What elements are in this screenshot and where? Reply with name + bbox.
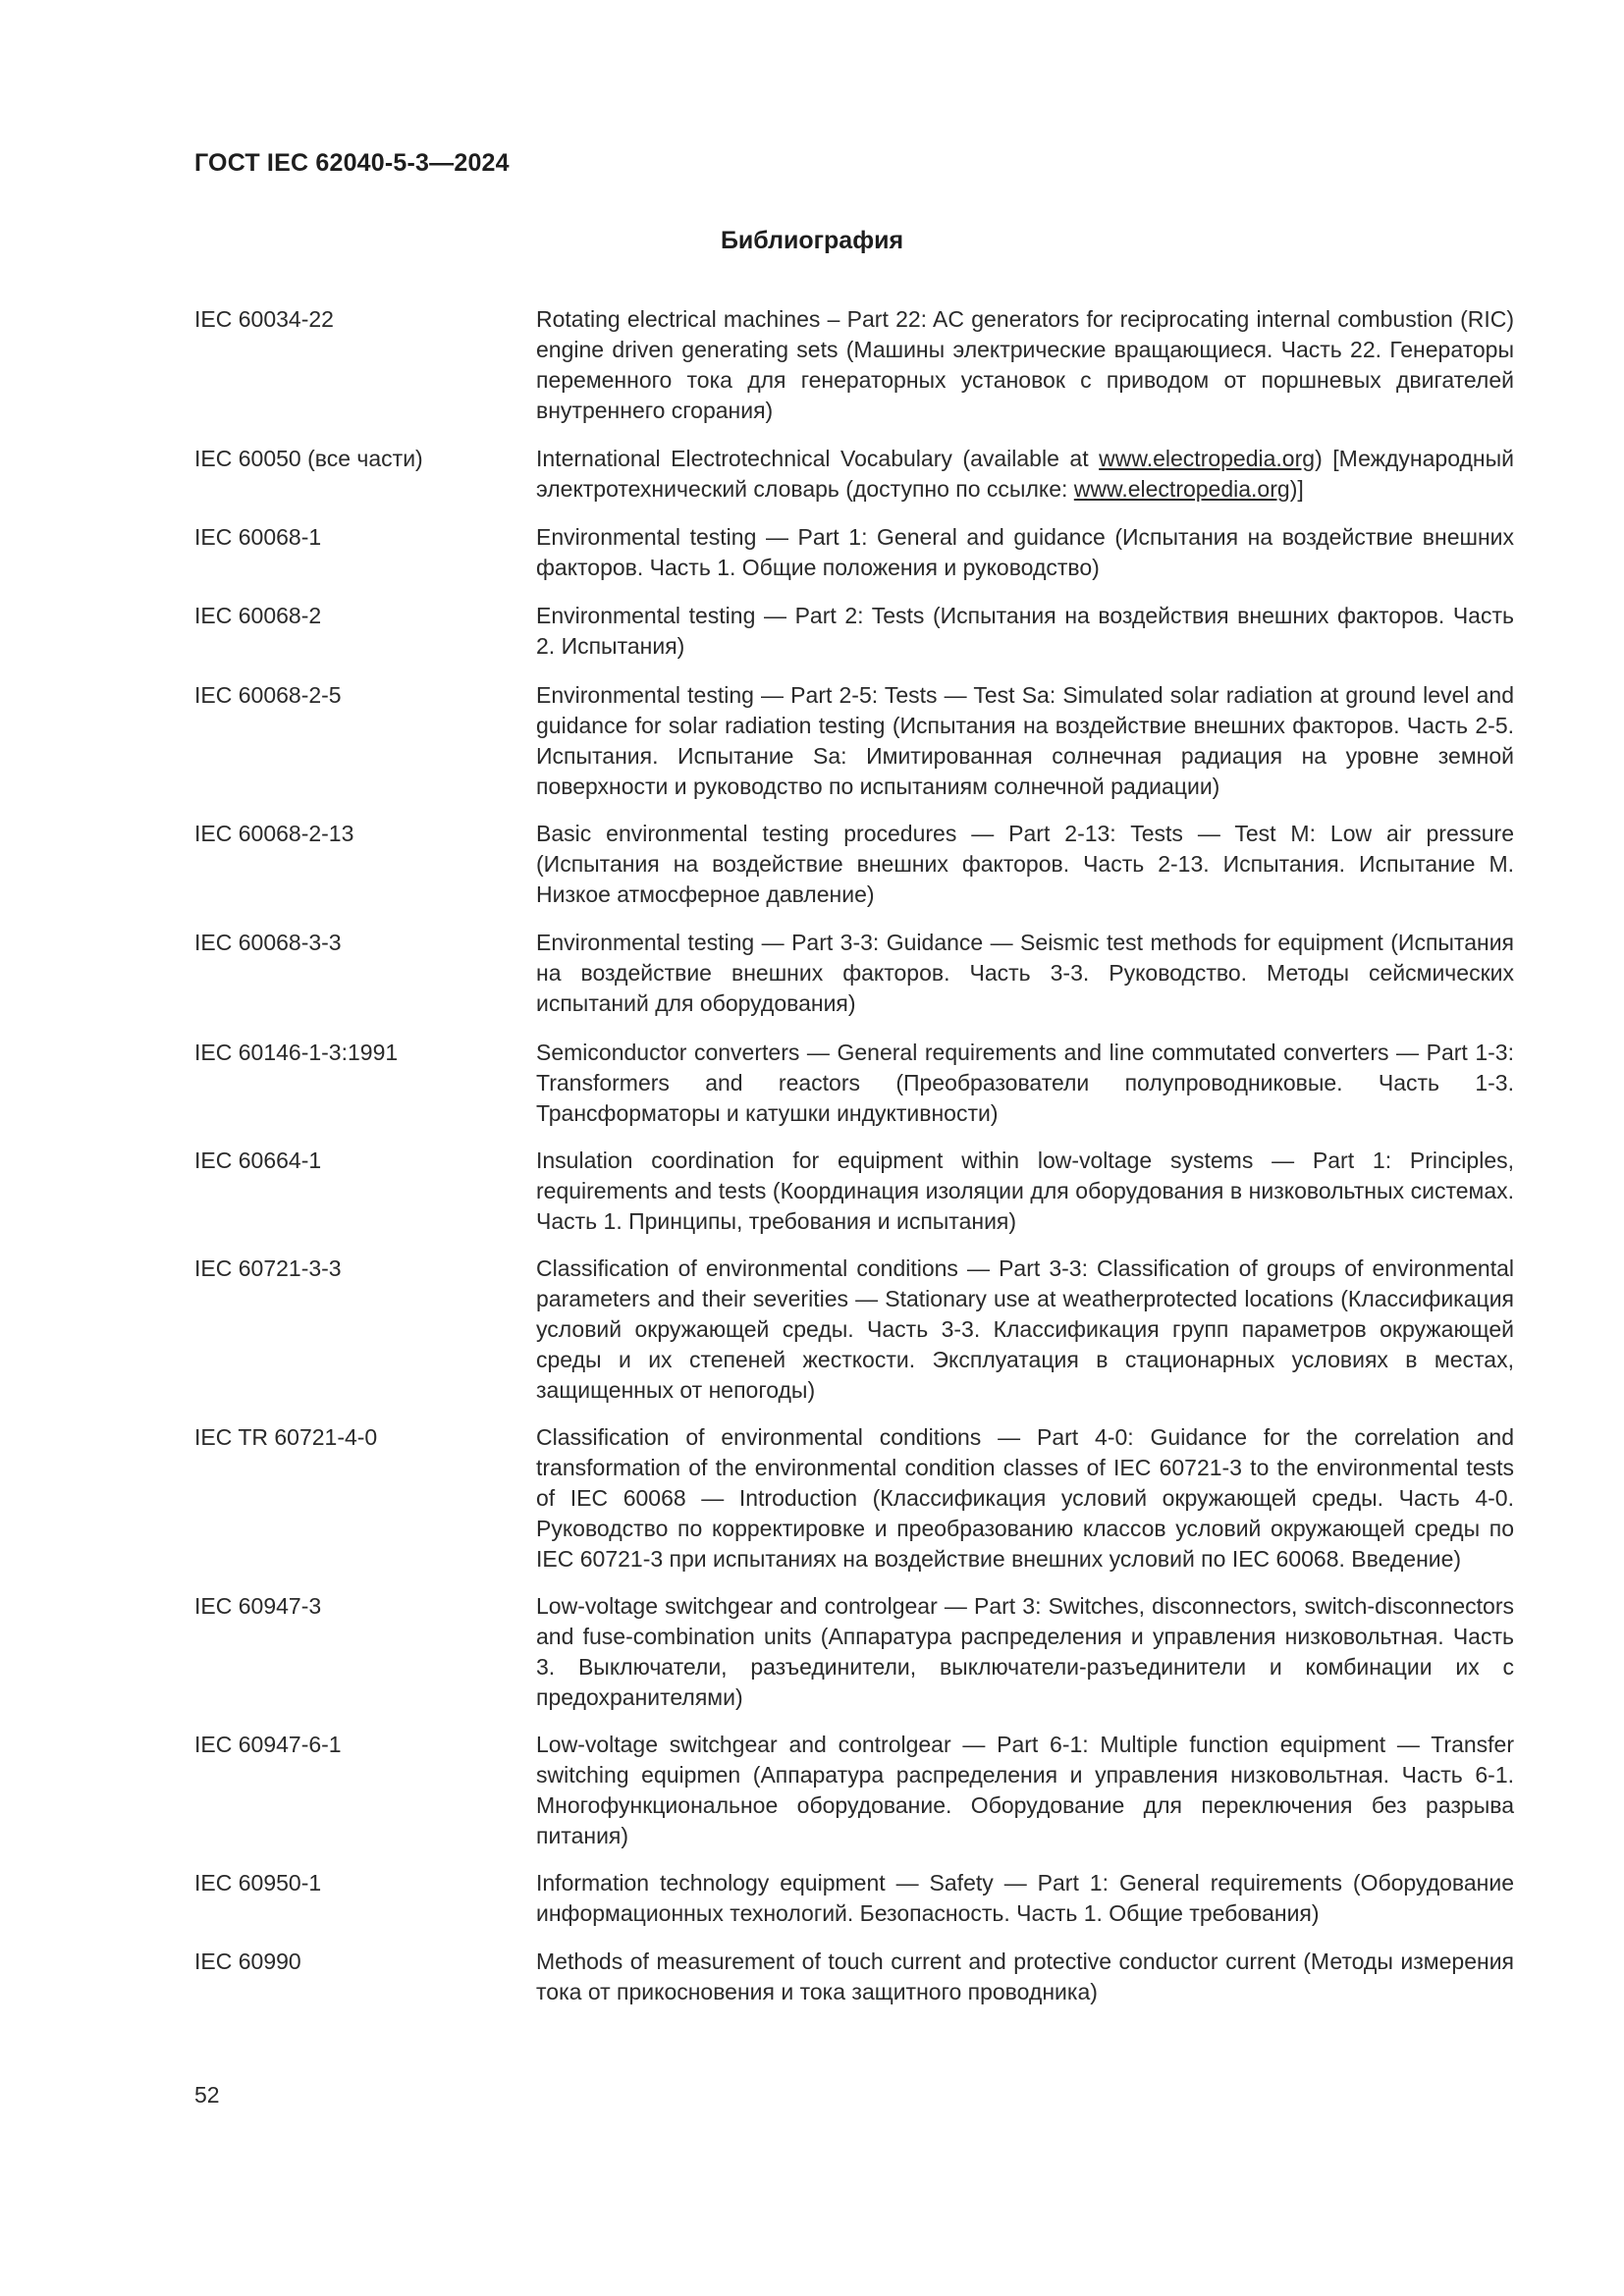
bibliography-entry: [194, 1591, 1514, 1713]
reference-description: Classification of environmental conditions — Part 3-3: Classification of groups of environmental parameters and their severities — Stationary use at weatherprotected locations (Классификация условий окружающей среды. Часть 3-3. Классификация групп параметров окружающей среды и их степеней жесткости. Эксплуатация в стационарных условиях в местах, защищенных от непогоды): [536, 1255, 1514, 1403]
bibliography-entry: [194, 1947, 1514, 2007]
reference-id: IEC 60950-1: [194, 1870, 322, 1896]
reference-id: IEC 60068-2-13: [194, 821, 354, 846]
reference-id: IEC TR 60721-4-0: [194, 1424, 378, 1450]
reference-id: IEC 60947-3: [194, 1593, 322, 1619]
bibliography-entry: [194, 1730, 1514, 1851]
reference-description: Basic environmental testing procedures — Part 2-13: Tests — Test M: Low air pressure (Испытания на воздействие внешних факторов. Часть 2-13. Испытания. Испытание M. Низкое атмосферное давление): [536, 821, 1514, 907]
description-text: ) [Международный электротехнический словарь (доступно по ссылке:: [536, 446, 1514, 502]
reference-id: IEC 60068-3-3: [194, 930, 342, 955]
reference-description: Environmental testing — Part 3-3: Guidance — Seismic test methods for equipment (Испытания на воздействие внешних факторов. Часть 3-3. Руководство. Методы сейсмических испытаний для оборудования): [536, 930, 1514, 1016]
electropedia-link[interactable]: www.electropedia.org: [1073, 476, 1290, 502]
reference-id: IEC 60034-22: [194, 306, 334, 332]
reference-description: [536, 444, 1514, 505]
bibliography-entry: [194, 1868, 1514, 1929]
bibliography-entry: [194, 304, 1514, 426]
reference-description: Semiconductor converters — General requirements and line commutated converters — Part 1-3: Transformers and reactors (Преобразователи полупроводниковые. Часть 1-3. Трансформаторы и катушки индуктивности): [536, 1040, 1514, 1126]
reference-description: Environmental testing — Part 1: General and guidance (Испытания на воздействие внешних факторов. Часть 1. Общие положения и руководство): [536, 524, 1514, 580]
bibliography-entry: [194, 1038, 1514, 1129]
reference-description: Rotating electrical machines – Part 22: AC generators for reciprocating internal combustion (RIC) engine driven generating sets (Машины электрические вращающиеся. Часть 22. Генераторы переменного тока для генераторных установок с приводом от поршневых двигателей внутреннего сгорания): [536, 306, 1514, 423]
reference-id: IEC 60050 (все части): [194, 446, 423, 471]
bibliography-entry: [194, 680, 1514, 802]
electropedia-link[interactable]: www.electropedia.org: [1099, 446, 1316, 471]
reference-description: Insulation coordination for equipment within low-voltage systems — Part 1: Principles, requirements and tests (Координация изоляции для оборудования в низковольтных системах. Часть 1. Принципы, требования и испытания): [536, 1148, 1514, 1234]
bibliography-entry: [194, 928, 1514, 1019]
page-number: 52: [194, 2082, 220, 2108]
reference-id: IEC 60990: [194, 1949, 301, 1974]
page-title: Библиография: [720, 227, 904, 254]
reference-description: Classification of environmental conditions — Part 4-0: Guidance for the correlation and transformation of the environmental condition classes of IEC 60721-3 to the environmental tests of IEC 60068 — Introduction (Классификация условий окружающей среды. Часть 4-0. Руководство по корректировке и преобразованию классов условий окружающей среды по IEC 60721-3 при испытаниях на воздействие внешних условий по IEC 60068. Введение): [536, 1424, 1514, 1572]
reference-id: IEC 60146-1-3:1991: [194, 1040, 399, 1065]
bibliography-entry: [194, 601, 1514, 662]
bibliography-entry: [194, 522, 1514, 583]
reference-description: Environmental testing — Part 2-5: Tests — Test Sa: Simulated solar radiation at ground level and guidance for solar radiation testing (Испытания на воздействие внешних факторов. Часть 2-5. Испытания. Испытание Sa: Имитированная солнечная радиация на уровне земной поверхности и руководство по испытаниям солнечной радиации): [536, 682, 1514, 799]
description-text: )]: [1289, 476, 1304, 502]
reference-id: IEC 60721-3-3: [194, 1255, 342, 1281]
reference-id: IEC 60068-1: [194, 524, 322, 550]
bibliography-entry: [194, 1422, 1514, 1575]
bibliography-entry: [194, 1254, 1514, 1406]
bibliography-entry: [194, 444, 1514, 505]
reference-description: Low-voltage switchgear and controlgear — Part 3: Switches, disconnectors, switch-disconnectors and fuse-combination units (Аппаратура распределения и управления низковольтная. Часть 3. Выключатели, разъединители, выключатели-разъединители и комбинации их с предохранителями): [536, 1593, 1514, 1710]
reference-description: Low-voltage switchgear and controlgear — Part 6-1: Multiple function equipment — Transfer switching equipmen (Аппаратура распределения и управления низковольтная. Часть 6-1. Многофункциональное оборудование. Оборудование для переключения без разрыва питания): [536, 1732, 1514, 1848]
reference-description: Methods of measurement of touch current and protective conductor current (Методы измерения тока от прикосновения и тока защитного проводника): [536, 1949, 1514, 2004]
reference-id: IEC 60664-1: [194, 1148, 322, 1173]
reference-description: Environmental testing — Part 2: Tests (Испытания на воздействия внешних факторов. Часть 2. Испытания): [536, 603, 1514, 659]
standard-designation: ГОСТ IEC 62040-5-3—2024: [194, 149, 510, 177]
description-text: International Electrotechnical Vocabulary (available at: [536, 446, 1100, 471]
bibliography-entry: [194, 819, 1514, 910]
reference-id: IEC 60068-2-5: [194, 682, 342, 708]
bibliography-entry: [194, 1146, 1514, 1237]
reference-id: IEC 60947-6-1: [194, 1732, 342, 1757]
reference-id: IEC 60068-2: [194, 603, 322, 628]
reference-description: Information technology equipment — Safety — Part 1: General requirements (Оборудование информационных технологий. Безопасность. Часть 1. Общие требования): [536, 1870, 1514, 1926]
bibliography-list: [194, 304, 1514, 2007]
